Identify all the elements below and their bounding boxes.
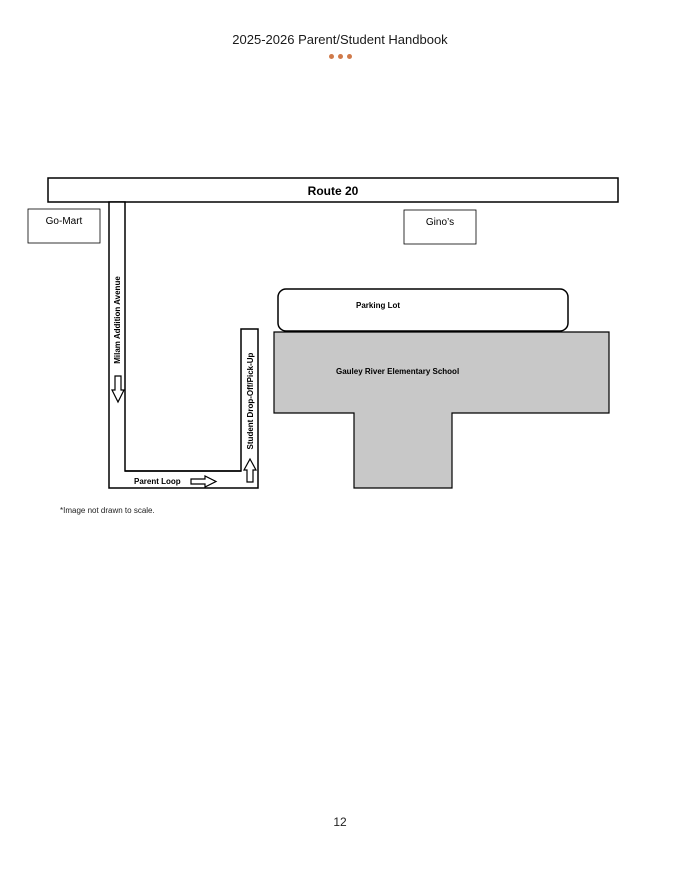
- ginos-label: Gino’s: [425, 217, 455, 228]
- parent-loop-label: Parent Loop: [134, 477, 181, 486]
- route-20-label: Route 20: [307, 184, 359, 198]
- go-mart-label: Go-Mart: [45, 216, 83, 227]
- parking-lot-label: Parking Lot: [356, 301, 401, 310]
- student-dropoff-label: Student Drop-Off/Pick-Up: [246, 352, 255, 450]
- page-number: 12: [333, 815, 347, 829]
- parking-lot: [278, 289, 568, 331]
- parent-loop-road: [109, 202, 258, 488]
- milam-avenue-label: Milam Addition Avenue: [113, 276, 122, 364]
- not-to-scale-note: *Image not drawn to scale.: [60, 506, 155, 515]
- school-label: Gauley River Elementary School: [336, 367, 460, 376]
- school-building: [274, 332, 609, 488]
- page-header-title: 2025-2026 Parent/Student Handbook: [232, 32, 448, 47]
